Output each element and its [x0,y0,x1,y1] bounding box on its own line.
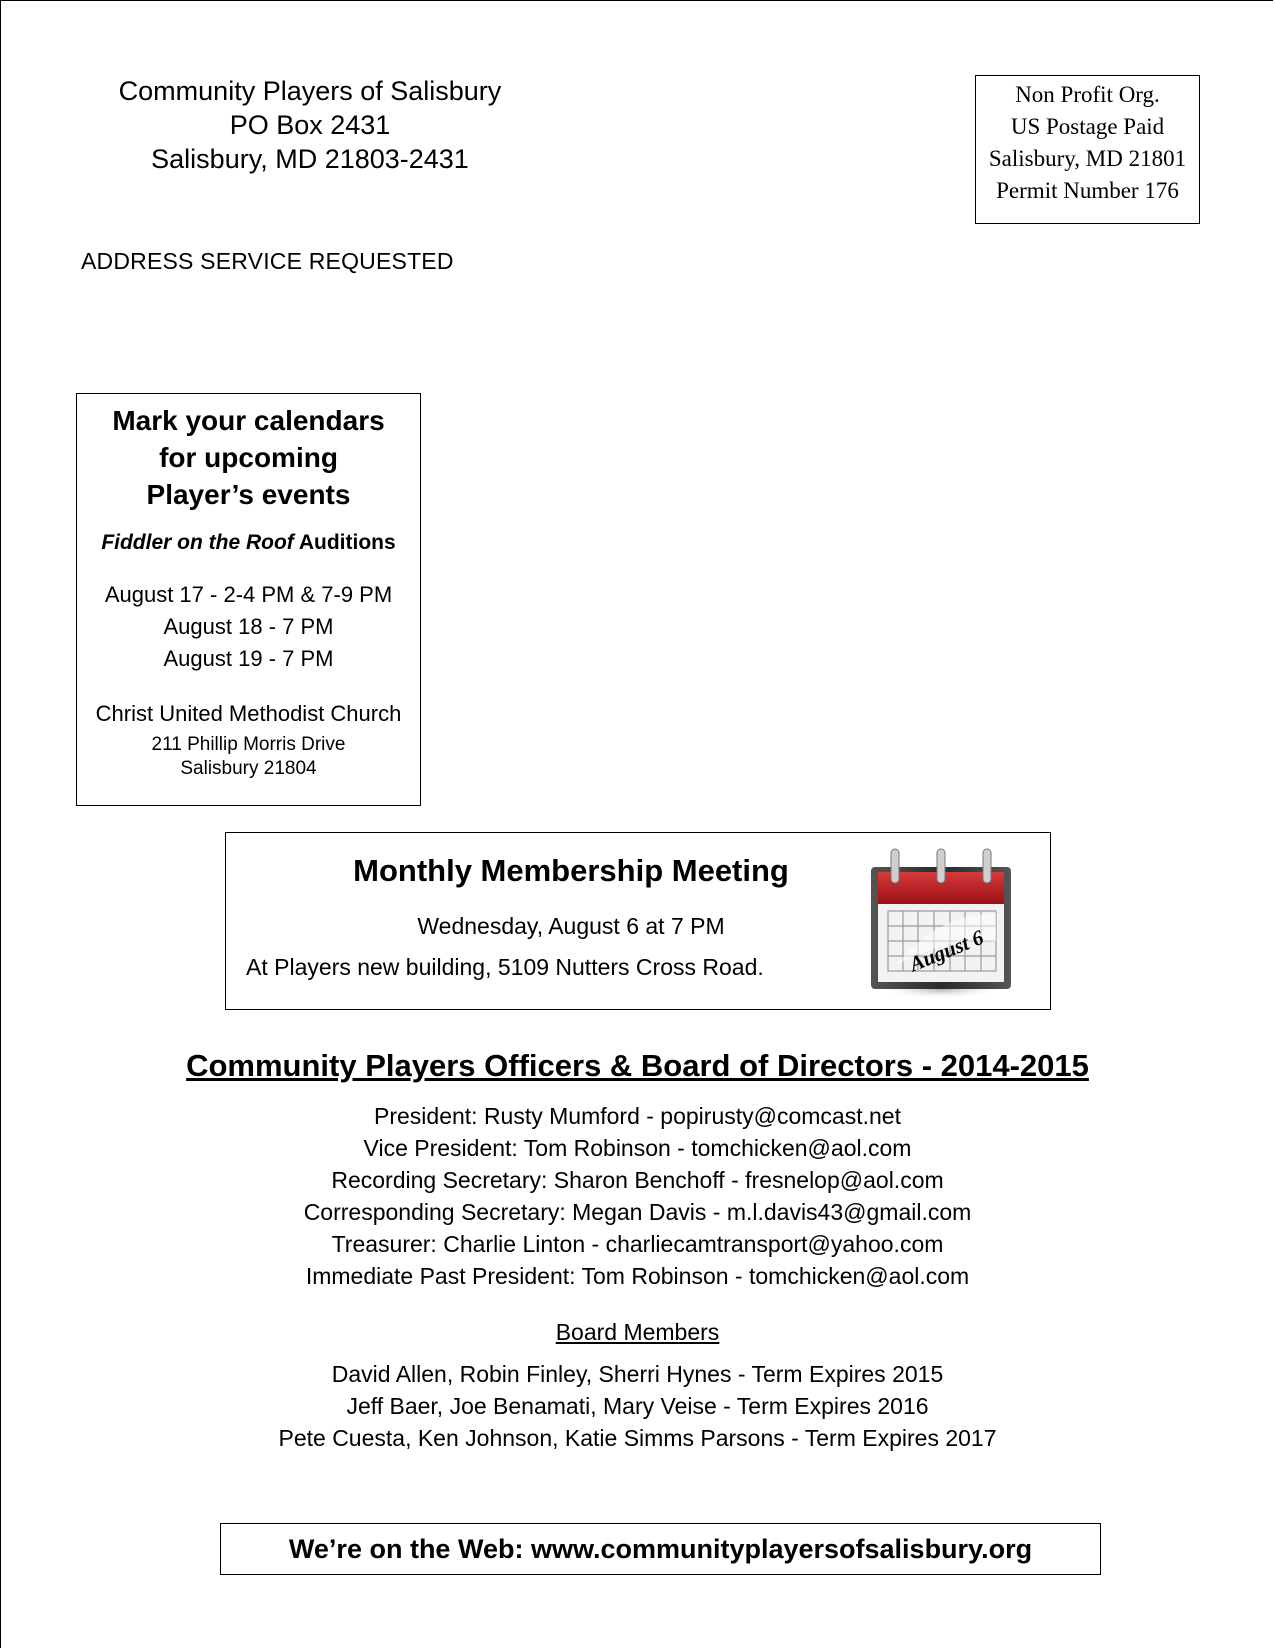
board-line: David Allen, Robin Finley, Sherri Hynes - Term Expires 2015 [331,1361,944,1387]
postage-line: Permit Number 176 [996,178,1179,203]
return-address [80,74,540,176]
officer-line: Vice President: Tom Robinson - tomchicken@aol.com [363,1135,912,1161]
return-po-box: PO Box 2431 [229,110,391,140]
officers-list [0,1100,1275,1292]
return-org: Community Players of Salisbury [118,76,502,106]
show-suffix: Auditions [293,531,396,554]
board-list [0,1358,1275,1454]
events-title-line: Mark your calendars [112,405,385,436]
website-banner: We’re on the Web: www.communityplayersofsalisbury.org [220,1523,1101,1575]
postage-line: US Postage Paid [1010,114,1165,139]
meeting-where: At Players new building, 5109 Nutters Cross Road. [246,954,764,980]
postage-line: Non Profit Org. [1015,82,1160,107]
events-box [76,393,421,806]
board-line: Jeff Baer, Joe Benamati, Mary Veise - Term Expires 2016 [346,1393,929,1419]
audition-dates [77,579,420,675]
venue-name: Christ United Methodist Church [95,701,402,726]
events-title-line: Player’s events [146,479,351,510]
meeting-box [225,832,1051,1010]
officer-line: President: Rusty Mumford - popirusty@comcast.net [374,1103,901,1129]
postage-line: Salisbury, MD 21801 [988,146,1187,171]
audition-date: August 19 - 7 PM [163,646,334,671]
show-title: Fiddler on the Roof [101,531,294,554]
venue-address [77,733,420,781]
calendar-icon [866,847,1016,1002]
board-heading: Board Members [555,1319,720,1345]
venue-address-line: 211 Phillip Morris Drive [151,734,346,755]
officer-line: Recording Secretary: Sharon Benchoff - fresnelop@aol.com [331,1167,944,1193]
calendar-date-label: August 6 [905,924,987,977]
return-city: Salisbury, MD 21803-2431 [151,144,469,174]
officer-line: Treasurer: Charlie Linton - charliecamtransport@yahoo.com [331,1231,944,1257]
officers-heading: Community Players Officers & Board of Directors - 2014-2015 [186,1048,1089,1083]
board-line: Pete Cuesta, Ken Johnson, Katie Simms Parsons - Term Expires 2017 [278,1425,997,1451]
venue-address-line: Salisbury 21804 [180,758,317,779]
events-title [77,402,420,513]
events-title-line: for upcoming [159,442,338,473]
audition-date: August 17 - 2-4 PM & 7-9 PM [104,582,393,607]
show-auditions [77,531,420,555]
meeting-title: Monthly Membership Meeting [353,853,789,888]
postage-indicia [975,75,1200,224]
address-service-requested: ADDRESS SERVICE REQUESTED [81,248,454,274]
officer-line: Corresponding Secretary: Megan Davis - m.l.davis43@gmail.com [303,1199,972,1225]
meeting-when: Wednesday, August 6 at 7 PM [417,913,725,939]
officer-line: Immediate Past President: Tom Robinson - tomchicken@aol.com [305,1263,970,1289]
audition-date: August 18 - 7 PM [163,614,334,639]
